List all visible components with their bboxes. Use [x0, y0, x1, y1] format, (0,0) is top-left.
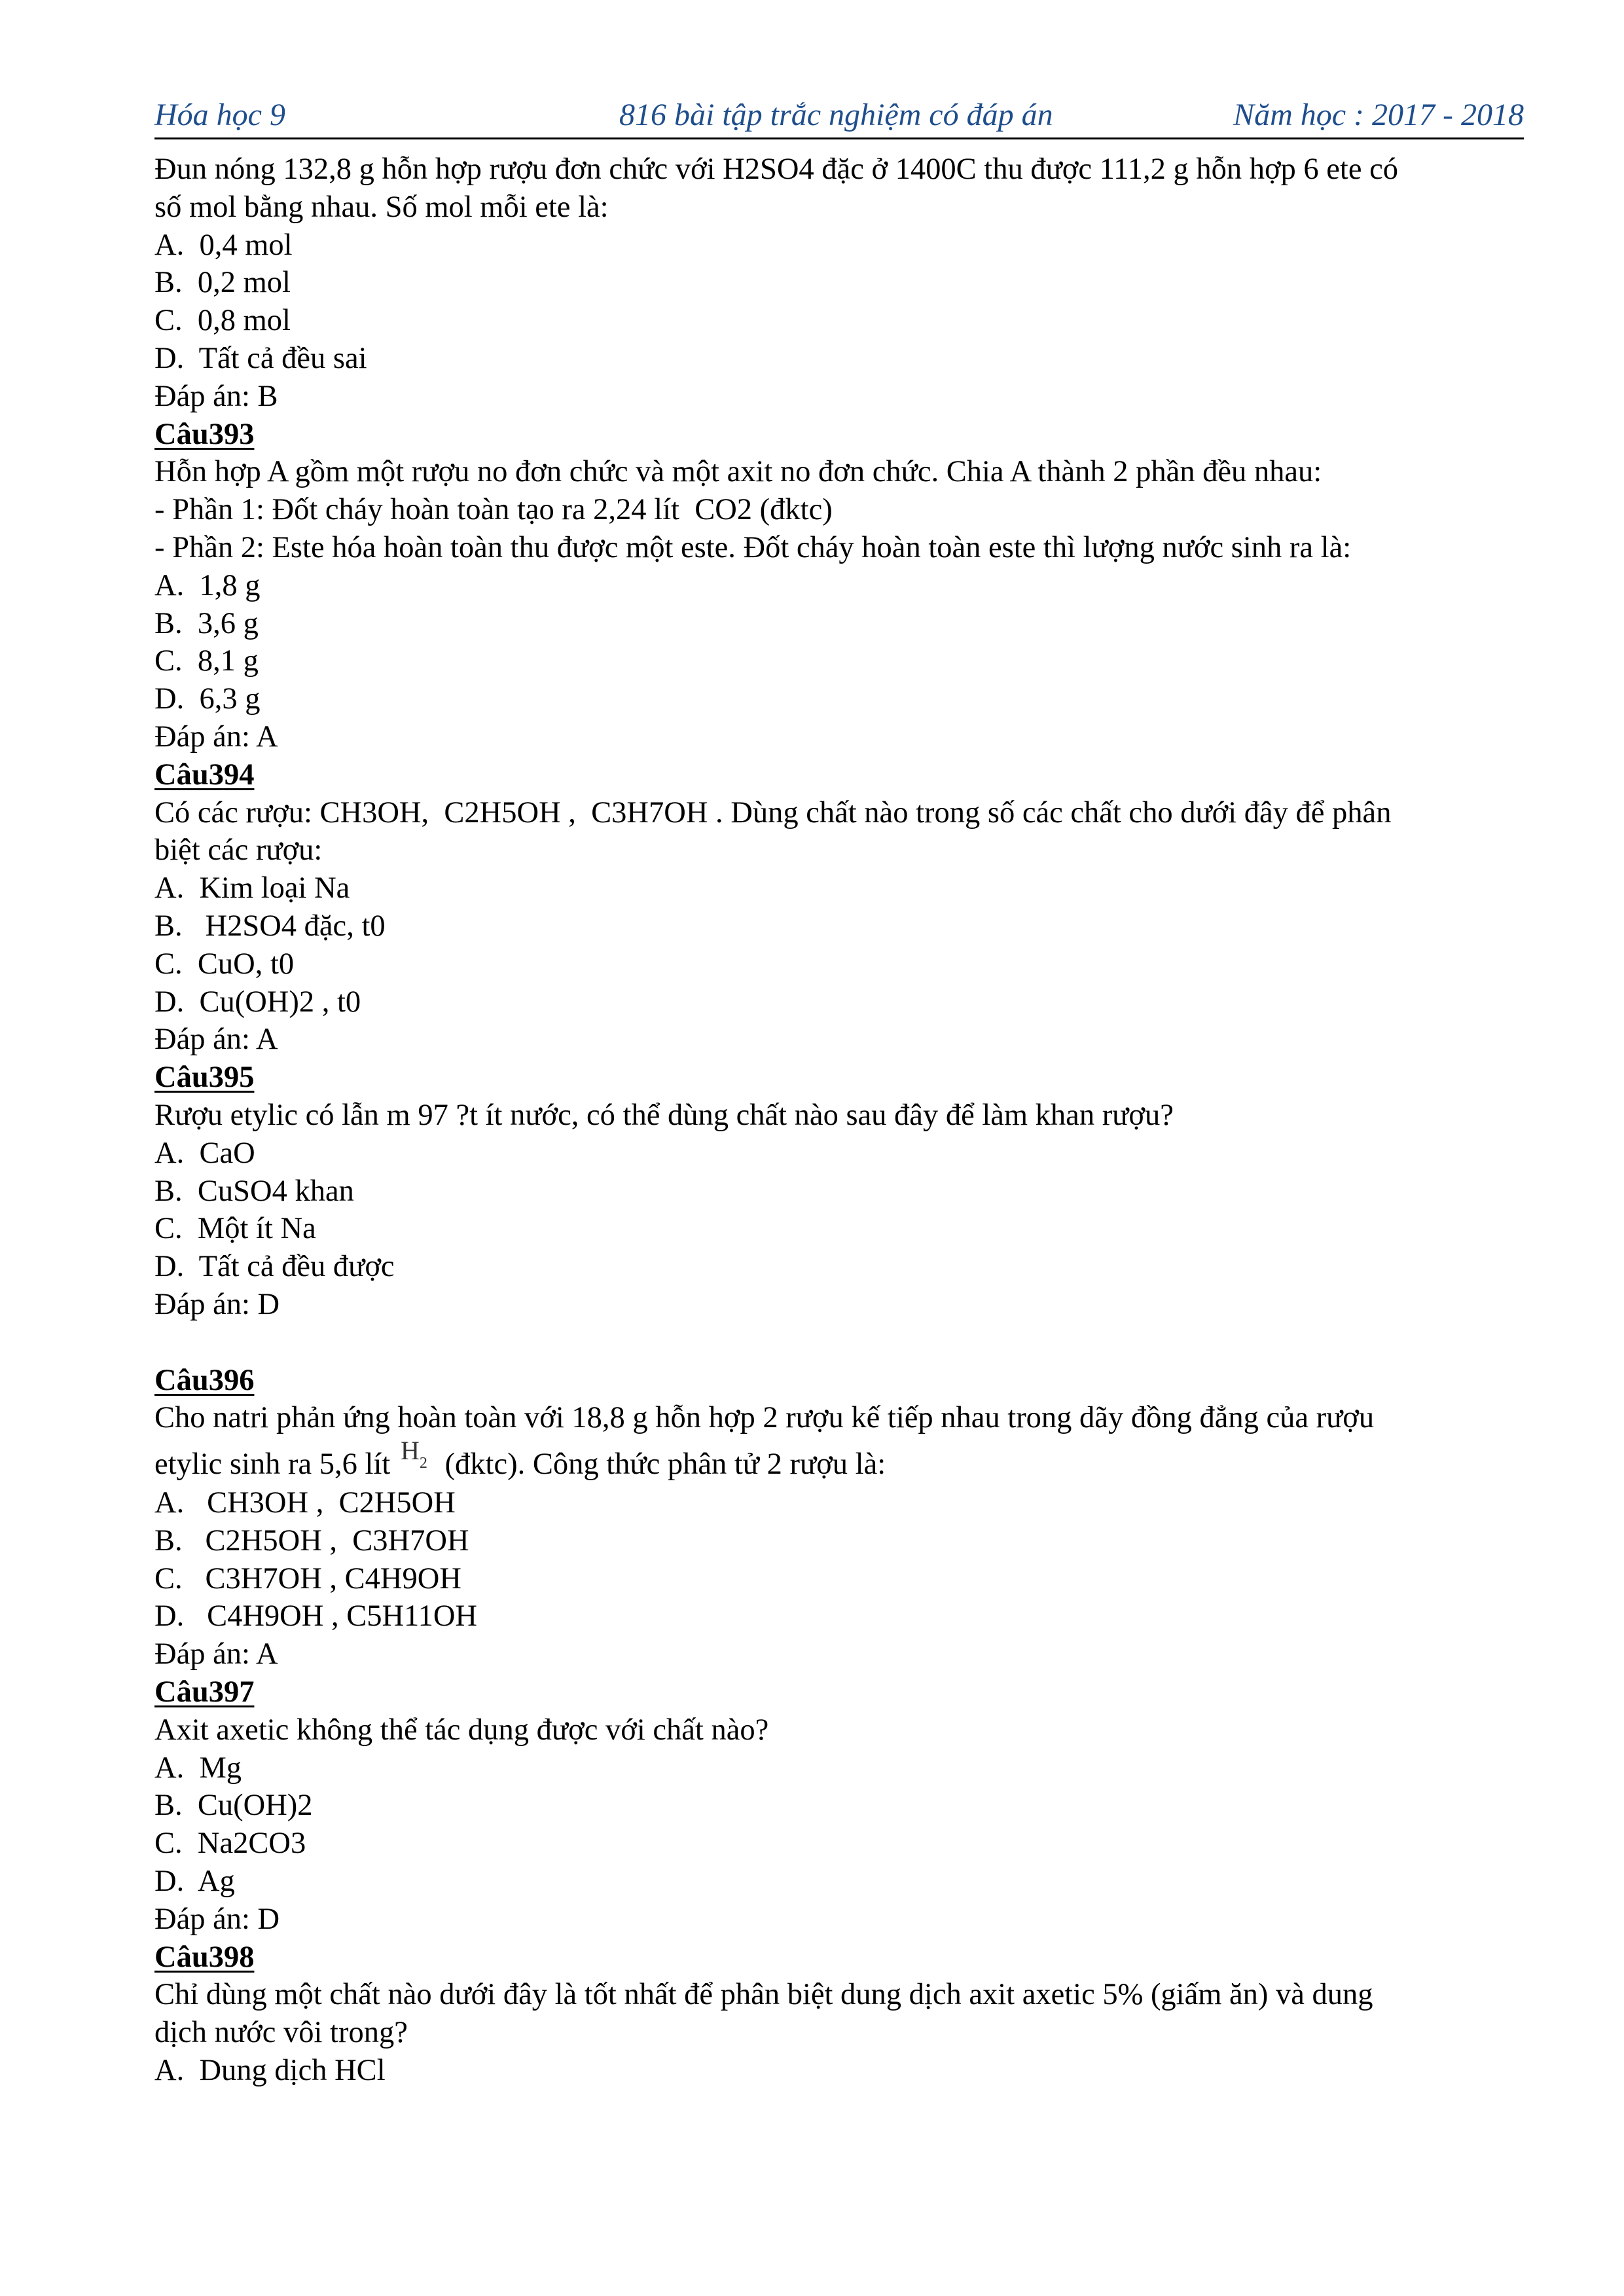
question-heading: Câu395	[154, 1061, 255, 1095]
option-b: B. H2SO4 đặc, t0	[154, 909, 386, 943]
answer: Đáp án: B	[154, 379, 278, 413]
answer: Đáp án: D	[154, 1902, 280, 1936]
answer: Đáp án: D	[154, 1287, 280, 1321]
option-a: A. 1,8 g	[154, 568, 261, 602]
formula-symbol: H	[400, 1436, 420, 1466]
option-a: A. Kim loại Na	[154, 871, 350, 905]
option-a: A. Dung dịch HCl	[154, 2054, 386, 2088]
question-heading: Câu397	[154, 1675, 255, 1709]
option-b: B. Cu(OH)2	[154, 1789, 313, 1823]
question-text: Có các rượu: CH3OH, C2H5OH , C3H7OH . Dùng chất nào trong số các chất cho dưới đây để phân	[154, 795, 1392, 829]
hydrogen-formula-image	[401, 1423, 432, 1488]
option-b: B. C2H5OH , C3H7OH	[154, 1523, 469, 1558]
option-b: B. 3,6 g	[154, 606, 259, 640]
option-a: A. 0,4 mol	[154, 228, 293, 262]
question-392-continued	[154, 151, 1524, 416]
question-heading: Câu394	[154, 757, 255, 792]
option-d: D. Tất cả đều sai	[154, 341, 367, 375]
question-heading: Câu398	[154, 1940, 255, 1974]
answer: Đáp án: A	[154, 1637, 278, 1671]
question-text: Hỗn hợp A gồm một rượu no đơn chức và một axit no đơn chức. Chia A thành 2 phần đều nhau:	[154, 455, 1322, 489]
answer: Đáp án: A	[154, 1023, 278, 1057]
question-text: Chỉ dùng một chất nào dưới đây là tốt nhất để phân biệt dung dịch axit axetic 5% (giấm ăn) và dung	[154, 1978, 1373, 2012]
question-text-part: etylic sinh ra 5,6 lít	[154, 1448, 398, 1482]
question-text: Cho natri phản ứng hoàn toàn với 18,8 g hỗn hợp 2 rượu kế tiếp nhau trong dãy đồng đẳng của rượu	[154, 1401, 1375, 1435]
question-397	[154, 1673, 1524, 1939]
option-c: C. Na2CO3	[154, 1827, 306, 1861]
question-text: số mol bằng nhau. Số mol mỗi ete là:	[154, 190, 609, 224]
option-d: D. Ag	[154, 1865, 235, 1899]
page-header	[154, 97, 1524, 139]
option-a: A. Mg	[154, 1751, 242, 1785]
header-book-title: 816 bài tập trắc nghiệm có đáp án	[619, 98, 1053, 132]
question-text: Đun nóng 132,8 g hỗn hợp rượu đơn chức với H2SO4 đặc ở 1400C thu được 111,2 g hỗn hợp 6 ete có	[154, 153, 1399, 186]
header-subject: Hóa học 9	[154, 98, 285, 132]
option-c: C. Một ít Na	[154, 1212, 316, 1246]
option-a: A. CaO	[154, 1136, 255, 1170]
option-c: C. CuO, t0	[154, 947, 295, 981]
question-text-with-formula	[154, 1437, 1524, 1484]
option-d: D. Cu(OH)2 , t0	[154, 985, 361, 1019]
option-c: C. C3H7OH , C4H9OH	[154, 1561, 461, 1595]
formula-subscript: 2	[419, 1455, 427, 1472]
question-text-part: (đktc). Công thức phân tử 2 rượu là:	[437, 1448, 886, 1482]
question-393	[154, 416, 1524, 756]
option-b: B. CuSO4 khan	[154, 1174, 354, 1208]
header-school-year: Năm học : 2017 - 2018	[1233, 98, 1524, 132]
question-text: Rượu etylic có lẫn m 97 ?t ít nước, có thể dùng chất nào sau đây để làm khan rượu?	[154, 1098, 1174, 1132]
option-a: A. CH3OH , C2H5OH	[154, 1486, 456, 1520]
blank-line	[154, 1324, 1524, 1362]
question-text: biệt các rượu:	[154, 833, 323, 867]
question-heading: Câu396	[154, 1363, 255, 1397]
question-394	[154, 756, 1524, 1059]
question-396	[154, 1362, 1524, 1674]
option-c: C. 8,1 g	[154, 644, 259, 678]
document-body	[154, 151, 1524, 2090]
question-text: Axit axetic không thể tác dụng được với chất nào?	[154, 1713, 769, 1747]
option-d: D. Tất cả đều được	[154, 1250, 395, 1284]
option-d: D. C4H9OH , C5H11OH	[154, 1599, 477, 1633]
option-b: B. 0,2 mol	[154, 266, 291, 300]
question-395	[154, 1059, 1524, 1324]
option-d: D. 6,3 g	[154, 682, 261, 716]
question-text: - Phần 1: Đốt cháy hoàn toàn tạo ra 2,24 lít CO2 (đktc)	[154, 493, 833, 527]
question-text: dịch nước vôi trong?	[154, 2016, 408, 2050]
question-heading: Câu393	[154, 417, 255, 451]
question-398	[154, 1939, 1524, 2090]
answer: Đáp án: A	[154, 720, 278, 754]
option-c: C. 0,8 mol	[154, 304, 291, 338]
question-text: - Phần 2: Este hóa hoàn toàn thu được một este. Đốt cháy hoàn toàn este thì lượng nước sinh ra là:	[154, 530, 1352, 564]
